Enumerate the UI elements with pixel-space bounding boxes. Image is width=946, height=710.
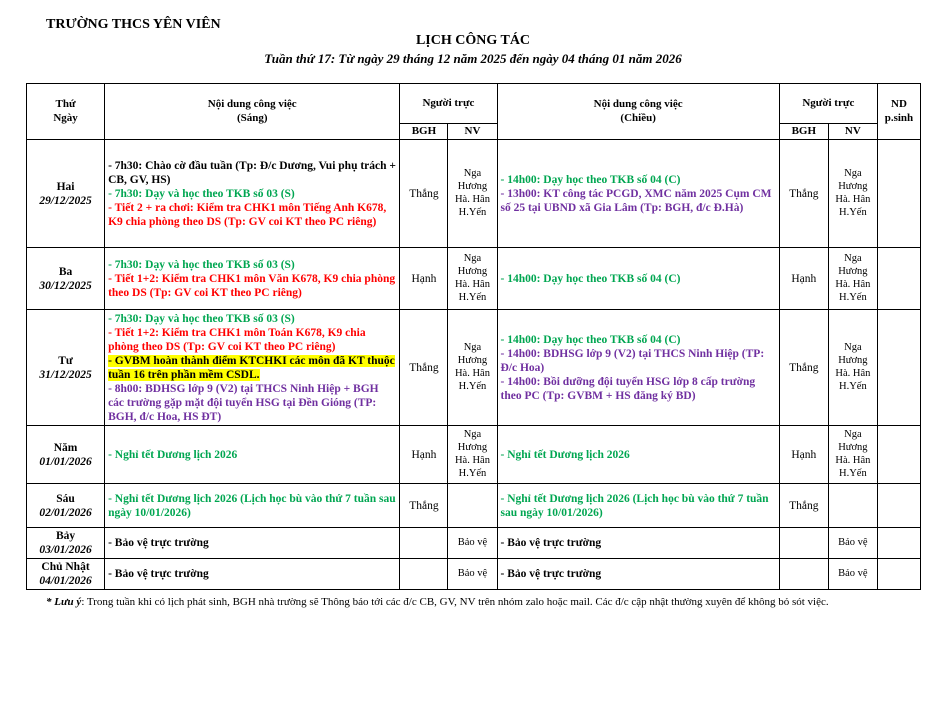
staff-name: Hương <box>838 181 868 193</box>
task-item <box>501 333 776 347</box>
afternoon-content <box>497 484 779 528</box>
afternoon-content <box>497 248 779 310</box>
task-text: - Bảo vệ trực trường <box>108 568 209 581</box>
bgh-am-cell: Thắng <box>400 310 448 426</box>
morning-content <box>105 528 400 559</box>
morning-content <box>105 426 400 484</box>
header-morning-line: (Sáng) <box>236 111 268 124</box>
day-date: 02/01/2026 <box>39 506 92 519</box>
task-text: - 7h30: Dạy và học theo TKB số 03 (S) <box>108 258 295 271</box>
day-date: 03/01/2026 <box>39 544 92 557</box>
schedule-table <box>26 83 921 590</box>
header-day-line: Thứ <box>55 98 76 111</box>
nv-am-cell <box>448 559 497 590</box>
nd-cell <box>877 310 920 426</box>
staff-name: H.Yến <box>458 467 487 479</box>
bgh-am-cell: Thắng <box>400 484 448 528</box>
task-text: - 14h00: Dạy học theo TKB số 04 (C) <box>500 333 681 346</box>
nv-am-cell <box>448 528 497 559</box>
header-nv-am: NV <box>448 124 497 140</box>
day-name: Năm <box>53 441 78 454</box>
task-item <box>108 201 396 229</box>
staff-name: Hà. Hân <box>454 454 490 466</box>
bgh-am-cell <box>400 528 448 559</box>
nv-am-cell <box>448 484 497 528</box>
task-item <box>108 187 396 201</box>
bgh-pm-cell: Thắng <box>779 484 828 528</box>
bgh-am-cell <box>400 559 448 590</box>
afternoon-content <box>497 559 779 590</box>
staff-name: Hương <box>457 355 488 367</box>
afternoon-content <box>497 528 779 559</box>
staff-name: Hà. Hân <box>454 193 490 205</box>
staff-name: Bảo vệ <box>457 568 488 580</box>
header-day <box>27 84 105 140</box>
bgh-am-cell: Hạnh <box>400 426 448 484</box>
day-cell <box>27 140 105 248</box>
header-bgh-am: BGH <box>400 124 448 140</box>
bgh-pm-cell <box>779 559 828 590</box>
task-text: - Bảo vệ trực trường <box>500 537 602 550</box>
task-text: - 8h00: BDHSG lớp 9 (V2) tại THCS Ninh Hiệp + BGH các trường gặp mặt đội tuyển HSG tại Đền Gióng (TP: BGH, đ/c Hoa, HS ĐT) <box>108 382 379 423</box>
task-item <box>501 187 776 215</box>
task-text: - Nghỉ tết Dương lịch 2026 <box>500 448 630 461</box>
nd-cell <box>877 248 920 310</box>
staff-name: Hương <box>838 266 868 278</box>
nv-pm-cell <box>828 484 877 528</box>
task-item <box>108 382 396 424</box>
day-cell <box>27 484 105 528</box>
staff-name: H.Yến <box>458 206 487 218</box>
staff-name: Bảo vệ <box>838 537 868 549</box>
table-row <box>27 528 921 559</box>
nv-pm-cell <box>828 528 877 559</box>
staff-name: Hà. Hân <box>454 278 490 290</box>
header-duty-am: Người trực <box>400 84 497 124</box>
task-item <box>108 326 396 354</box>
staff-name: H.Yến <box>458 291 487 303</box>
day-name: Chủ Nhật <box>41 561 90 574</box>
header-nv-pm: NV <box>828 124 877 140</box>
task-item <box>108 272 396 300</box>
task-text: - Bảo vệ trực trường <box>108 537 209 550</box>
task-item <box>501 173 776 187</box>
table-row <box>27 140 921 248</box>
task-text: - Bảo vệ trực trường <box>500 568 602 581</box>
afternoon-content <box>497 426 779 484</box>
task-item <box>108 492 396 520</box>
nv-pm-cell <box>828 248 877 310</box>
task-text: - Nghỉ tết Dương lịch 2026 <box>108 448 238 461</box>
day-date: 30/12/2025 <box>39 279 92 292</box>
day-cell <box>27 248 105 310</box>
day-date: 29/12/2025 <box>39 194 92 207</box>
header-morning-line: Nội dung công việc <box>207 98 297 111</box>
table-row <box>27 559 921 590</box>
day-cell <box>27 426 105 484</box>
table-row <box>27 310 921 426</box>
header-nd <box>877 84 920 140</box>
task-item <box>501 347 776 375</box>
task-item <box>108 567 396 581</box>
day-cell <box>27 310 105 426</box>
afternoon-content <box>497 140 779 248</box>
nd-cell <box>877 140 920 248</box>
nv-am-cell <box>448 140 497 248</box>
staff-name: Hương <box>457 442 488 454</box>
table-row <box>27 248 921 310</box>
staff-name: Hà. Hân <box>835 367 871 379</box>
staff-name: Hương <box>457 181 488 193</box>
staff-name: Hà. Hân <box>835 193 871 205</box>
staff-name: Hà. Hân <box>454 367 490 379</box>
task-text: - 7h30: Dạy và học theo TKB số 03 (S) <box>108 312 295 325</box>
staff-name: H.Yến <box>458 380 487 392</box>
day-name: Sáu <box>56 492 75 505</box>
task-item <box>108 536 396 550</box>
bgh-pm-cell: Thắng <box>779 310 828 426</box>
staff-name: Hà. Hân <box>835 278 871 290</box>
staff-name: Nga <box>844 168 862 180</box>
task-text: - 13h00: KT công tác PCGD, XMC năm 2025 Cụm CM số 25 tại UBND xã Gia Lâm (Tp: BGH, đ/c Đ.Hà) <box>500 187 772 214</box>
morning-content <box>105 484 400 528</box>
bgh-pm-cell: Thắng <box>779 140 828 248</box>
bgh-pm-cell <box>779 528 828 559</box>
nd-cell <box>877 528 920 559</box>
task-item <box>108 159 396 187</box>
day-cell <box>27 559 105 590</box>
task-item <box>501 448 776 462</box>
nv-pm-cell <box>828 559 877 590</box>
afternoon-content <box>497 310 779 426</box>
morning-content <box>105 559 400 590</box>
staff-name: Hương <box>838 442 868 454</box>
task-text: - Nghỉ tết Dương lịch 2026 (Lịch học bù vào thứ 7 tuần sau ngày 10/01/2026) <box>500 492 769 519</box>
table-row <box>27 426 921 484</box>
task-item <box>108 354 396 382</box>
header-day-line: Ngày <box>53 111 78 124</box>
document-title: LỊCH CÔNG TÁC <box>415 33 531 48</box>
header-bgh-pm: BGH <box>779 124 828 140</box>
staff-name: Bảo vệ <box>457 537 488 549</box>
nd-cell <box>877 426 920 484</box>
task-item <box>501 272 776 286</box>
staff-name: Hà. Hân <box>835 454 871 466</box>
staff-name: Nga <box>844 429 862 441</box>
task-text: - 14h00: Bồi dưỡng đội tuyển HSG lớp 8 cấp trường theo PC (Tp: GVBM + HS đăng ký BD) <box>500 375 756 402</box>
bgh-pm-cell: Hạnh <box>779 248 828 310</box>
staff-name: Nga <box>463 429 482 441</box>
header-afternoon <box>497 84 779 140</box>
nv-pm-cell <box>828 140 877 248</box>
task-item <box>501 567 776 581</box>
nd-cell <box>877 559 920 590</box>
bgh-am-cell: Hạnh <box>400 248 448 310</box>
day-date: 04/01/2026 <box>39 575 92 588</box>
staff-name: H.Yến <box>839 291 867 303</box>
morning-content <box>105 248 400 310</box>
header-afternoon-line: Nội dung công việc <box>593 98 683 111</box>
nv-am-cell <box>448 310 497 426</box>
table-row <box>27 484 921 528</box>
staff-name: Bảo vệ <box>838 568 868 580</box>
staff-name: Hương <box>838 355 868 367</box>
task-text: - Tiết 2 + ra chơi: Kiểm tra CHK1 môn Tiếng Anh K678, K9 chia phòng theo DS (Tp: GV coi KT theo PC riêng) <box>108 201 387 228</box>
task-text: - 14h00: Dạy học theo TKB số 04 (C) <box>500 173 681 186</box>
task-item <box>501 375 776 403</box>
footnote <box>46 596 829 608</box>
school-name: TRƯỜNG THCS YÊN VIÊN <box>46 17 221 32</box>
footnote-label: * Lưu ý <box>46 596 82 608</box>
staff-name: Hương <box>457 266 488 278</box>
nv-am-cell <box>448 426 497 484</box>
document-subtitle: Tuần thứ 17: Từ ngày 29 tháng 12 năm 2025 đến ngày 04 tháng 01 năm 2026 <box>264 51 682 66</box>
nv-pm-cell <box>828 310 877 426</box>
header-morning <box>105 84 400 140</box>
day-name: Hai <box>56 180 75 193</box>
task-item <box>501 536 776 550</box>
day-cell <box>27 528 105 559</box>
nv-pm-cell <box>828 426 877 484</box>
task-text: - 14h00: Dạy học theo TKB số 04 (C) <box>500 272 681 285</box>
bgh-pm-cell: Hạnh <box>779 426 828 484</box>
task-text: - GVBM hoàn thành điểm KTCHKI các môn đã KT thuộc tuần 16 trên phần mềm CSDL. <box>108 354 395 381</box>
header-duty-pm: Người trực <box>779 84 877 124</box>
staff-name: Nga <box>463 253 482 265</box>
task-item <box>501 492 776 520</box>
header-nd-line: p.sinh <box>884 111 914 124</box>
day-date: 31/12/2025 <box>39 368 92 381</box>
bgh-am-cell: Thắng <box>400 140 448 248</box>
morning-content <box>105 310 400 426</box>
task-text: - 7h30: Chào cờ đầu tuần (Tp: Đ/c Dương, Vui phụ trách + CB, GV, HS) <box>108 159 396 186</box>
day-name: Tư <box>58 354 73 367</box>
header-nd-line: ND <box>891 98 907 111</box>
staff-name: H.Yến <box>839 206 867 218</box>
task-item <box>108 258 396 272</box>
task-item <box>108 312 396 326</box>
footnote-text: : Trong tuần khi có lịch phát sinh, BGH nhà trường sẽ Thông báo tới các đ/c CB, GV, NV trên nhóm zalo hoặc mail. Các đ/c cập nhật thường xuyên để không bỏ sót việc. <box>81 596 829 608</box>
staff-name: Nga <box>844 253 862 265</box>
header-afternoon-line: (Chiều) <box>620 111 656 124</box>
task-text: - 14h00: BDHSG lớp 9 (V2) tại THCS Ninh Hiệp (TP: Đ/c Hoa) <box>500 347 765 374</box>
task-item <box>108 448 396 462</box>
staff-name: Nga <box>463 342 482 354</box>
nv-am-cell <box>448 248 497 310</box>
day-name: Bảy <box>55 530 76 543</box>
staff-name: Nga <box>844 342 862 354</box>
staff-name: H.Yến <box>839 380 867 392</box>
task-text: - 7h30: Dạy và học theo TKB số 03 (S) <box>108 187 295 200</box>
nd-cell <box>877 484 920 528</box>
morning-content <box>105 140 400 248</box>
day-name: Ba <box>58 265 73 278</box>
staff-name: H.Yến <box>839 467 867 479</box>
staff-name: Nga <box>463 168 482 180</box>
task-text: - Tiết 1+2: Kiểm tra CHK1 môn Toán K678, K9 chia phòng theo DS (Tp: GV coi KT theo PC riêng) <box>108 326 366 353</box>
task-text: - Nghỉ tết Dương lịch 2026 (Lịch học bù vào thứ 7 tuần sau ngày 10/01/2026) <box>108 492 396 519</box>
day-date: 01/01/2026 <box>39 455 92 468</box>
task-text: - Tiết 1+2: Kiểm tra CHK1 môn Văn K678, K9 chia phòng theo DS (Tp: GV coi KT theo PC riêng) <box>108 272 396 299</box>
